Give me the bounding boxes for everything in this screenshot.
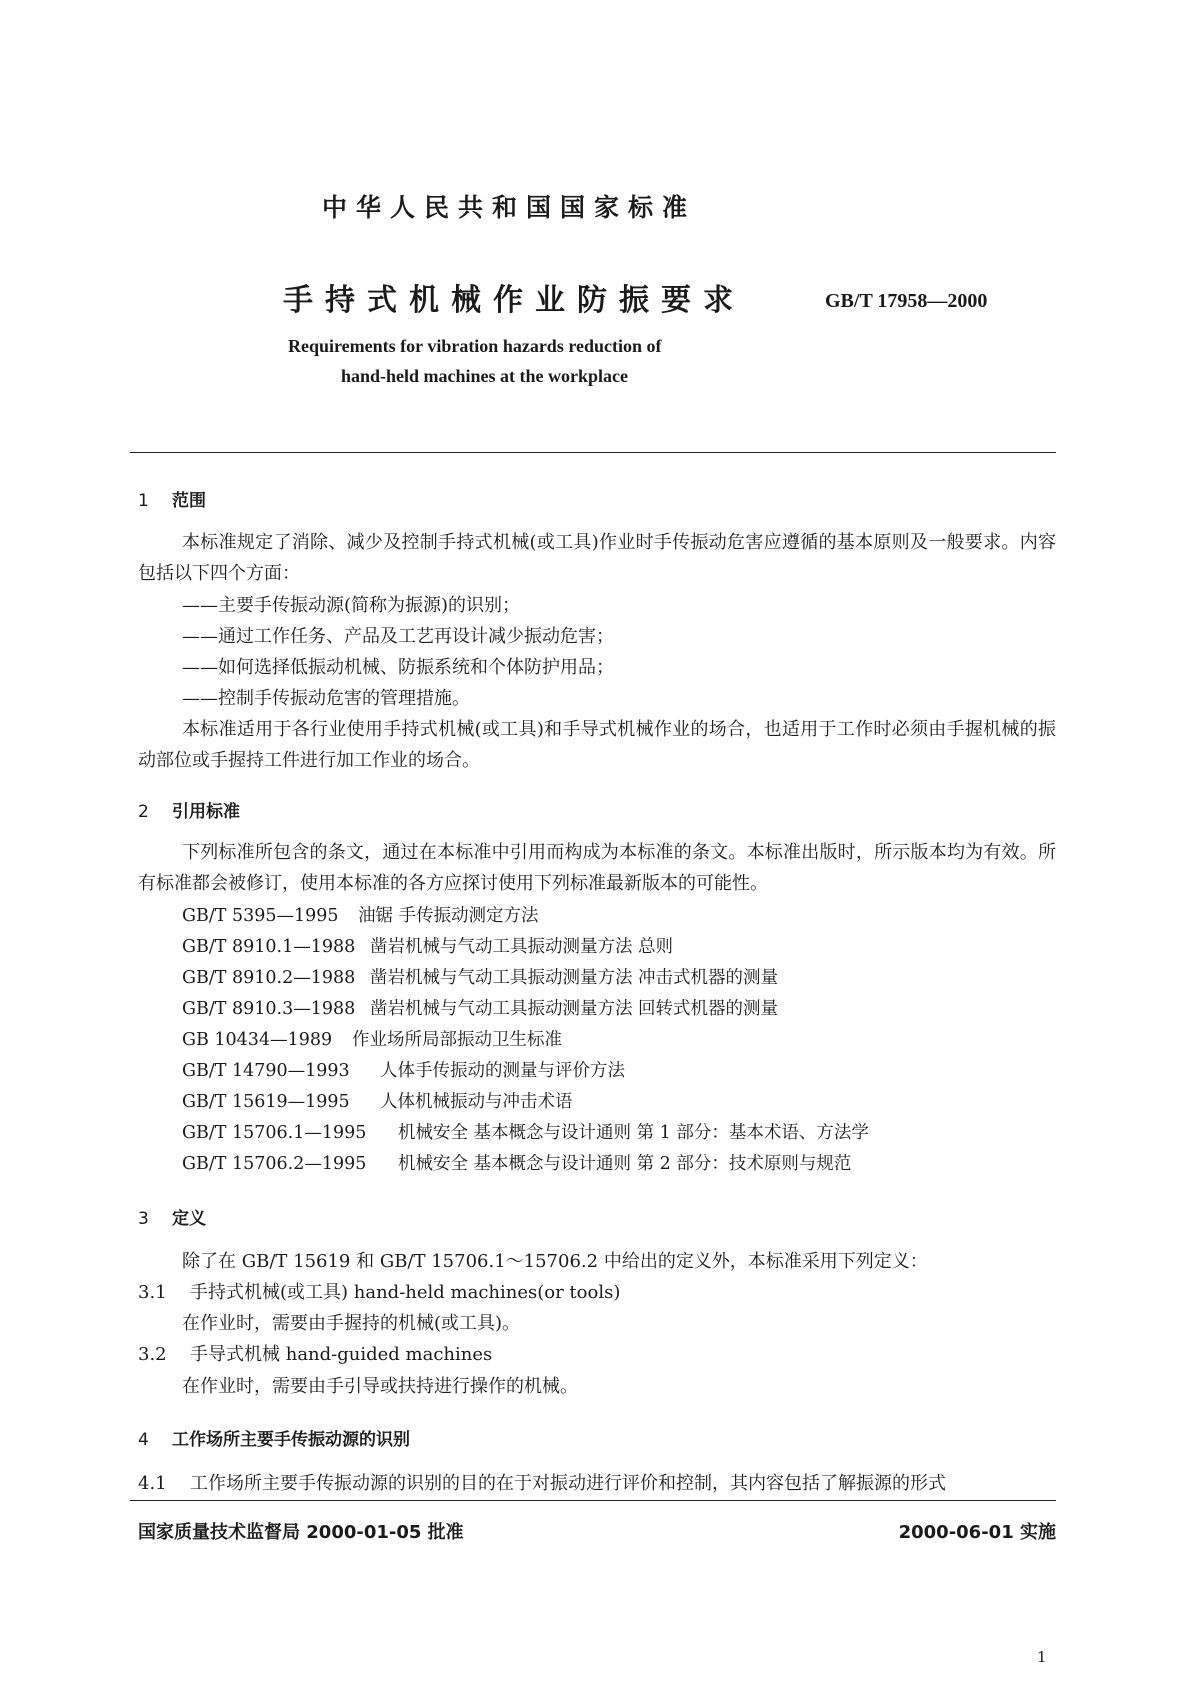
- reference-title: 人体手传振动的测量与评价方法: [380, 1061, 625, 1081]
- footer-divider: [130, 1500, 1056, 1501]
- section-3-number: 3: [138, 1209, 149, 1229]
- section-2-paragraph: 下列标准所包含的条文，通过在本标准中引用而构成为本标准的条文。本标准出版时，所示版本均为有效。所有标准都会被修订，使用本标准的各方应探讨使用下列标准最新版本的可能性。: [138, 842, 1056, 894]
- section-2-title: 引用标准: [172, 802, 240, 822]
- approval-line: 国家质量技术监督局 2000-01-05 批准: [138, 1522, 464, 1543]
- definition-3-2-term: [138, 1340, 492, 1366]
- section-3-intro: 除了在 GB/T 15619 和 GB/T 15706.1～15706.2 中给出的定义外，本标准采用下列定义：: [182, 1251, 928, 1272]
- reference-title: 凿岩机械与气动工具振动测量方法 回转式机器的测量: [370, 999, 779, 1019]
- reference-title: 作业场所局部振动卫生标准: [352, 1030, 562, 1050]
- reference-title: 人体机械振动与冲击术语: [380, 1092, 573, 1112]
- definition-3-1-text: 在作业时，需要由手握持的机械(或工具)。: [182, 1313, 521, 1334]
- reference-title: 凿岩机械与气动工具振动测量方法 总则: [370, 937, 674, 957]
- section-4-number: 4: [138, 1430, 149, 1450]
- reference-item: [182, 933, 673, 958]
- header-divider: [130, 452, 1056, 453]
- reference-item: [182, 1088, 573, 1113]
- clause-4-1-number: 4.1: [138, 1473, 167, 1494]
- section-2-heading: [138, 797, 240, 822]
- definition-3-2-number: 3.2: [138, 1344, 167, 1365]
- section-1-bullet: ——如何选择低振动机械、防振系统和个体防护用品；: [182, 657, 614, 678]
- section-1-paragraph-2: 本标准适用于各行业使用手持式机械(或工具)和手导式机械作业的场合，也适用于工作时必须由手握机械的振动部位或手握持工件进行加工作业的场合。: [138, 719, 1056, 771]
- section-3-title: 定义: [172, 1209, 206, 1229]
- reference-item: [182, 902, 539, 927]
- page-number: 1: [1037, 1648, 1047, 1666]
- reference-item: [182, 1026, 562, 1051]
- standard-number-text: GB/T 17958—2000: [825, 290, 988, 312]
- document-title-en-line2: hand-held machines at the workplace: [341, 366, 629, 386]
- section-1-title: 范围: [172, 491, 206, 511]
- definition-3-2-text: 在作业时，需要由手引导或扶持进行操作的机械。: [182, 1376, 578, 1397]
- section-3-heading: [138, 1204, 206, 1229]
- section-1-bullet: ——主要手传振动源(简称为振源)的识别；: [182, 595, 521, 616]
- document-title-cn: 手持式机械作业防振要求: [283, 283, 745, 318]
- clause-4-1-text: 工作场所主要手传振动源的识别的目的在于对振动进行评价和控制，其内容包括了解振源的形式: [190, 1473, 946, 1494]
- section-2-number: 2: [138, 802, 149, 822]
- document-title-en-line1: Requirements for vibration hazards reduction of: [288, 336, 662, 356]
- reference-item: [182, 995, 778, 1020]
- standard-type-heading: 中华人民共和国国家标准: [322, 193, 697, 222]
- section-4-title: 工作场所主要手传振动源的识别: [172, 1430, 410, 1450]
- reference-code: GB/T 8910.1—1988: [182, 937, 356, 957]
- reference-title: 机械安全 基本概念与设计通则 第 1 部分：基本术语、方法学: [398, 1123, 869, 1143]
- section-1-number: 1: [138, 491, 149, 511]
- section-1-heading: [138, 486, 206, 511]
- reference-item: [182, 1057, 625, 1082]
- reference-title: 油锯 手传振动测定方法: [358, 906, 539, 926]
- reference-code: GB/T 14790—1993: [182, 1061, 350, 1081]
- effective-date: 2000-06-01 实施: [898, 1522, 1056, 1543]
- reference-code: GB/T 8910.2—1988: [182, 968, 356, 988]
- clause-4-1: [138, 1469, 946, 1495]
- standard-number: [825, 288, 987, 313]
- definition-3-1-term: [138, 1278, 620, 1304]
- section-1-paragraph-1: 本标准规定了消除、减少及控制手持式机械(或工具)作业时手传振动危害应遵循的基本原则及一般要求。内容包括以下四个方面：: [138, 532, 1056, 584]
- reference-title: 机械安全 基本概念与设计通则 第 2 部分：技术原则与规范: [398, 1154, 852, 1174]
- reference-code: GB/T 15706.2—1995: [182, 1154, 367, 1174]
- section-4-heading: [138, 1425, 410, 1450]
- reference-item: [182, 1119, 869, 1144]
- reference-code: GB 10434—1989: [182, 1030, 333, 1050]
- reference-code: GB/T 5395—1995: [182, 906, 339, 926]
- reference-item: [182, 1150, 851, 1175]
- reference-code: GB/T 15706.1—1995: [182, 1123, 367, 1143]
- definition-3-1-term-text: 手持式机械(或工具) hand-held machines(or tools): [190, 1282, 621, 1303]
- reference-code: GB/T 8910.3—1988: [182, 999, 356, 1019]
- section-1-bullet: ——通过工作任务、产品及工艺再设计减少振动危害；: [182, 626, 614, 647]
- reference-code: GB/T 15619—1995: [182, 1092, 350, 1112]
- definition-3-2-term-text: 手导式机械 hand-guided machines: [190, 1344, 493, 1365]
- definition-3-1-number: 3.1: [138, 1282, 167, 1303]
- reference-item: [182, 964, 778, 989]
- section-1-bullet: ——控制手传振动危害的管理措施。: [182, 688, 470, 709]
- reference-title: 凿岩机械与气动工具振动测量方法 冲击式机器的测量: [370, 968, 779, 988]
